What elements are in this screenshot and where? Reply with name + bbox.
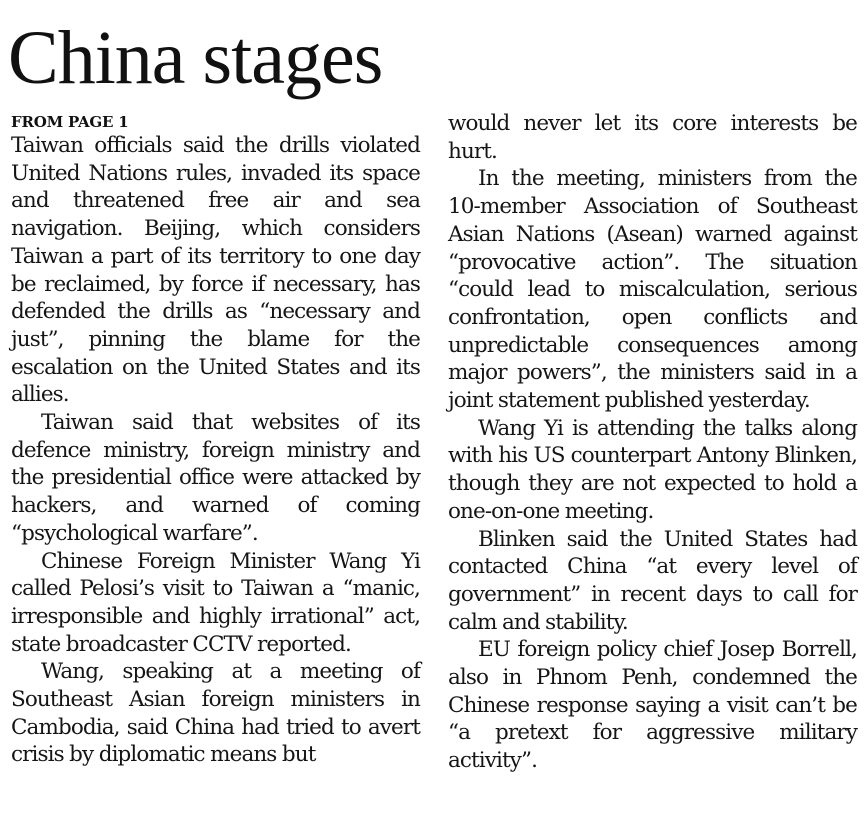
paragraph-continued: would never let its core interests be hurt. xyxy=(448,111,857,164)
headline: China stages xyxy=(8,16,383,100)
paragraph: Blinken said the United States had contacted China “at every level of government” in recent days to call for calm and stability. xyxy=(448,526,857,635)
paragraph: Taiwan officials said the drills violated United Nations rules, invaded its space and threatened free air and sea navigation. Beijing, which considers Taiwan a part of its territory to one day be reclaimed, by force if necessary, has defended the drills as “necessary and just”, pinning the blame for the escalation on the United States and its allies. xyxy=(11,133,420,408)
article-column-left xyxy=(11,113,420,769)
paragraph: Taiwan said that websites of its defence ministry, foreign ministry and the presidential office were attacked by hackers, and warned of coming “psychological warfare”. xyxy=(11,410,420,546)
paragraph: EU foreign policy chief Josep Borrell, also in Phnom Penh, condemned the Chinese response saying a visit can’t be “a pretext for aggressive military activity”. xyxy=(448,637,857,774)
paragraph: In the meeting, ministers from the 10-member Association of Southeast Asian Nations (Asean) warned against “provocative action”. The situation “could lead to miscalculation, serious confrontation, open conflicts and unpredictable consequences among major powers”, the ministers said in a joint statement published yesterday. xyxy=(448,166,857,414)
paragraph: Wang Yi is attending the talks along with his US counterpart Antony Blinken, though they are not expected to hold a one-on-one meeting. xyxy=(448,415,857,524)
continuation-kicker: FROM PAGE 1 xyxy=(11,113,129,131)
article-column-right xyxy=(448,113,857,775)
paragraph: Chinese Foreign Minister Wang Yi called Pelosi’s visit to Taiwan a “manic, irresponsible and highly irrational” act, state broadcaster CCTV reported. xyxy=(11,548,420,657)
paragraph: Wang, speaking at a meeting of Southeast Asian foreign ministers in Cambodia, said China had tried to avert crisis by diplomatic means but xyxy=(11,659,420,768)
